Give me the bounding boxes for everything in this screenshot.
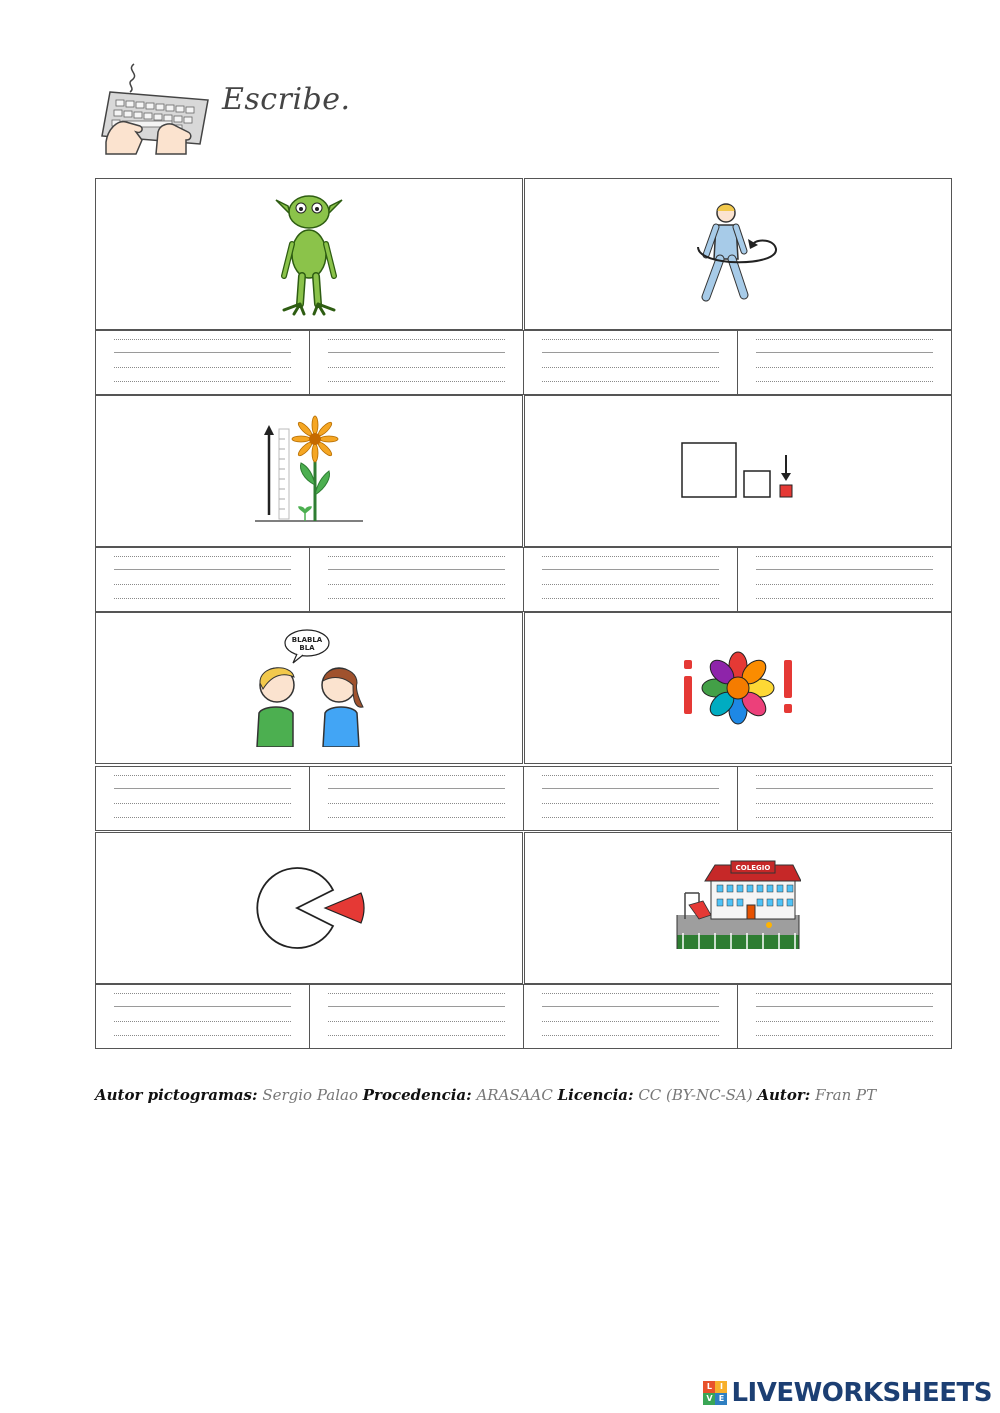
credits-license-value: CC (BY-NC-SA)	[638, 1086, 753, 1104]
logo-letter: L	[703, 1381, 715, 1393]
answer-box[interactable]	[737, 984, 952, 1049]
answer-box[interactable]	[523, 547, 738, 612]
answer-box[interactable]	[737, 766, 952, 831]
answer-box[interactable]	[95, 984, 310, 1049]
answer-input[interactable]	[754, 781, 935, 819]
keyboard-hands-icon	[96, 62, 212, 160]
credits-creator-label: Autor:	[757, 1086, 811, 1104]
people-talking-icon	[249, 629, 369, 747]
speech-bubble-text: BLABLA	[291, 636, 323, 644]
picture-cell	[524, 178, 952, 330]
answer-box[interactable]	[309, 547, 524, 612]
answer-input[interactable]	[754, 999, 935, 1037]
picture-cell	[95, 832, 523, 984]
logo-letter: V	[703, 1393, 715, 1405]
answer-box[interactable]	[95, 330, 310, 395]
flower-exclamation-icon	[678, 646, 798, 730]
answer-row	[95, 330, 952, 395]
answer-row	[95, 766, 952, 831]
answer-box[interactable]	[309, 984, 524, 1049]
answer-box[interactable]	[523, 984, 738, 1049]
page-title: Escribe.	[222, 82, 351, 117]
pie-piece-icon	[253, 863, 365, 953]
answer-input[interactable]	[112, 345, 293, 383]
answer-input[interactable]	[112, 999, 293, 1037]
logo-letter: E	[715, 1393, 727, 1405]
credits-source-value: ARASAAC	[476, 1086, 553, 1104]
picture-cell	[524, 612, 952, 764]
answer-row	[95, 547, 952, 612]
answer-box[interactable]	[309, 330, 524, 395]
answer-box[interactable]	[523, 330, 738, 395]
answer-box[interactable]	[523, 766, 738, 831]
answer-input[interactable]	[326, 781, 507, 819]
answer-input[interactable]	[326, 345, 507, 383]
picture-row	[95, 395, 952, 547]
brand-name: LIVEWORKSHEETS	[731, 1378, 992, 1408]
answer-box[interactable]	[737, 330, 952, 395]
answer-input[interactable]	[112, 781, 293, 819]
exercise-grid	[95, 178, 952, 1051]
liveworksheets-logo-icon	[703, 1381, 727, 1405]
school-building-icon	[675, 853, 801, 963]
picture-row	[95, 178, 952, 330]
credits-author-label: Autor pictogramas:	[95, 1086, 258, 1104]
answer-input[interactable]	[754, 345, 935, 383]
school-sign-text: COLEGIO	[735, 864, 771, 872]
picture-cell	[95, 395, 523, 547]
credits-license-label: Licencia:	[557, 1086, 634, 1104]
answer-box[interactable]	[95, 547, 310, 612]
picture-cell	[524, 395, 952, 547]
credits-source-label: Procedencia:	[362, 1086, 472, 1104]
answer-input[interactable]	[326, 562, 507, 600]
answer-input[interactable]	[540, 781, 721, 819]
size-decreasing-icon	[680, 441, 796, 501]
alien-icon	[274, 192, 344, 316]
flower-growing-icon	[253, 415, 365, 527]
picture-row	[95, 832, 952, 984]
picture-cell	[524, 832, 952, 984]
answer-input[interactable]	[540, 562, 721, 600]
answer-box[interactable]	[737, 547, 952, 612]
answer-box[interactable]	[95, 766, 310, 831]
picture-cell	[95, 178, 523, 330]
credits-line	[95, 1086, 876, 1104]
svg-text:BLA: BLA	[299, 644, 315, 652]
picture-cell	[95, 612, 523, 764]
person-turning-icon	[688, 199, 788, 309]
answer-box[interactable]	[309, 766, 524, 831]
answer-row	[95, 984, 952, 1049]
answer-input[interactable]	[112, 562, 293, 600]
credits-creator-value: Fran PT	[815, 1086, 877, 1104]
liveworksheets-brand[interactable]	[703, 1378, 992, 1408]
answer-input[interactable]	[540, 345, 721, 383]
answer-input[interactable]	[754, 562, 935, 600]
picture-row	[95, 612, 952, 764]
logo-letter: I	[715, 1381, 727, 1393]
credits-author-value: Sergio Palao	[262, 1086, 358, 1104]
answer-input[interactable]	[326, 999, 507, 1037]
answer-input[interactable]	[540, 999, 721, 1037]
